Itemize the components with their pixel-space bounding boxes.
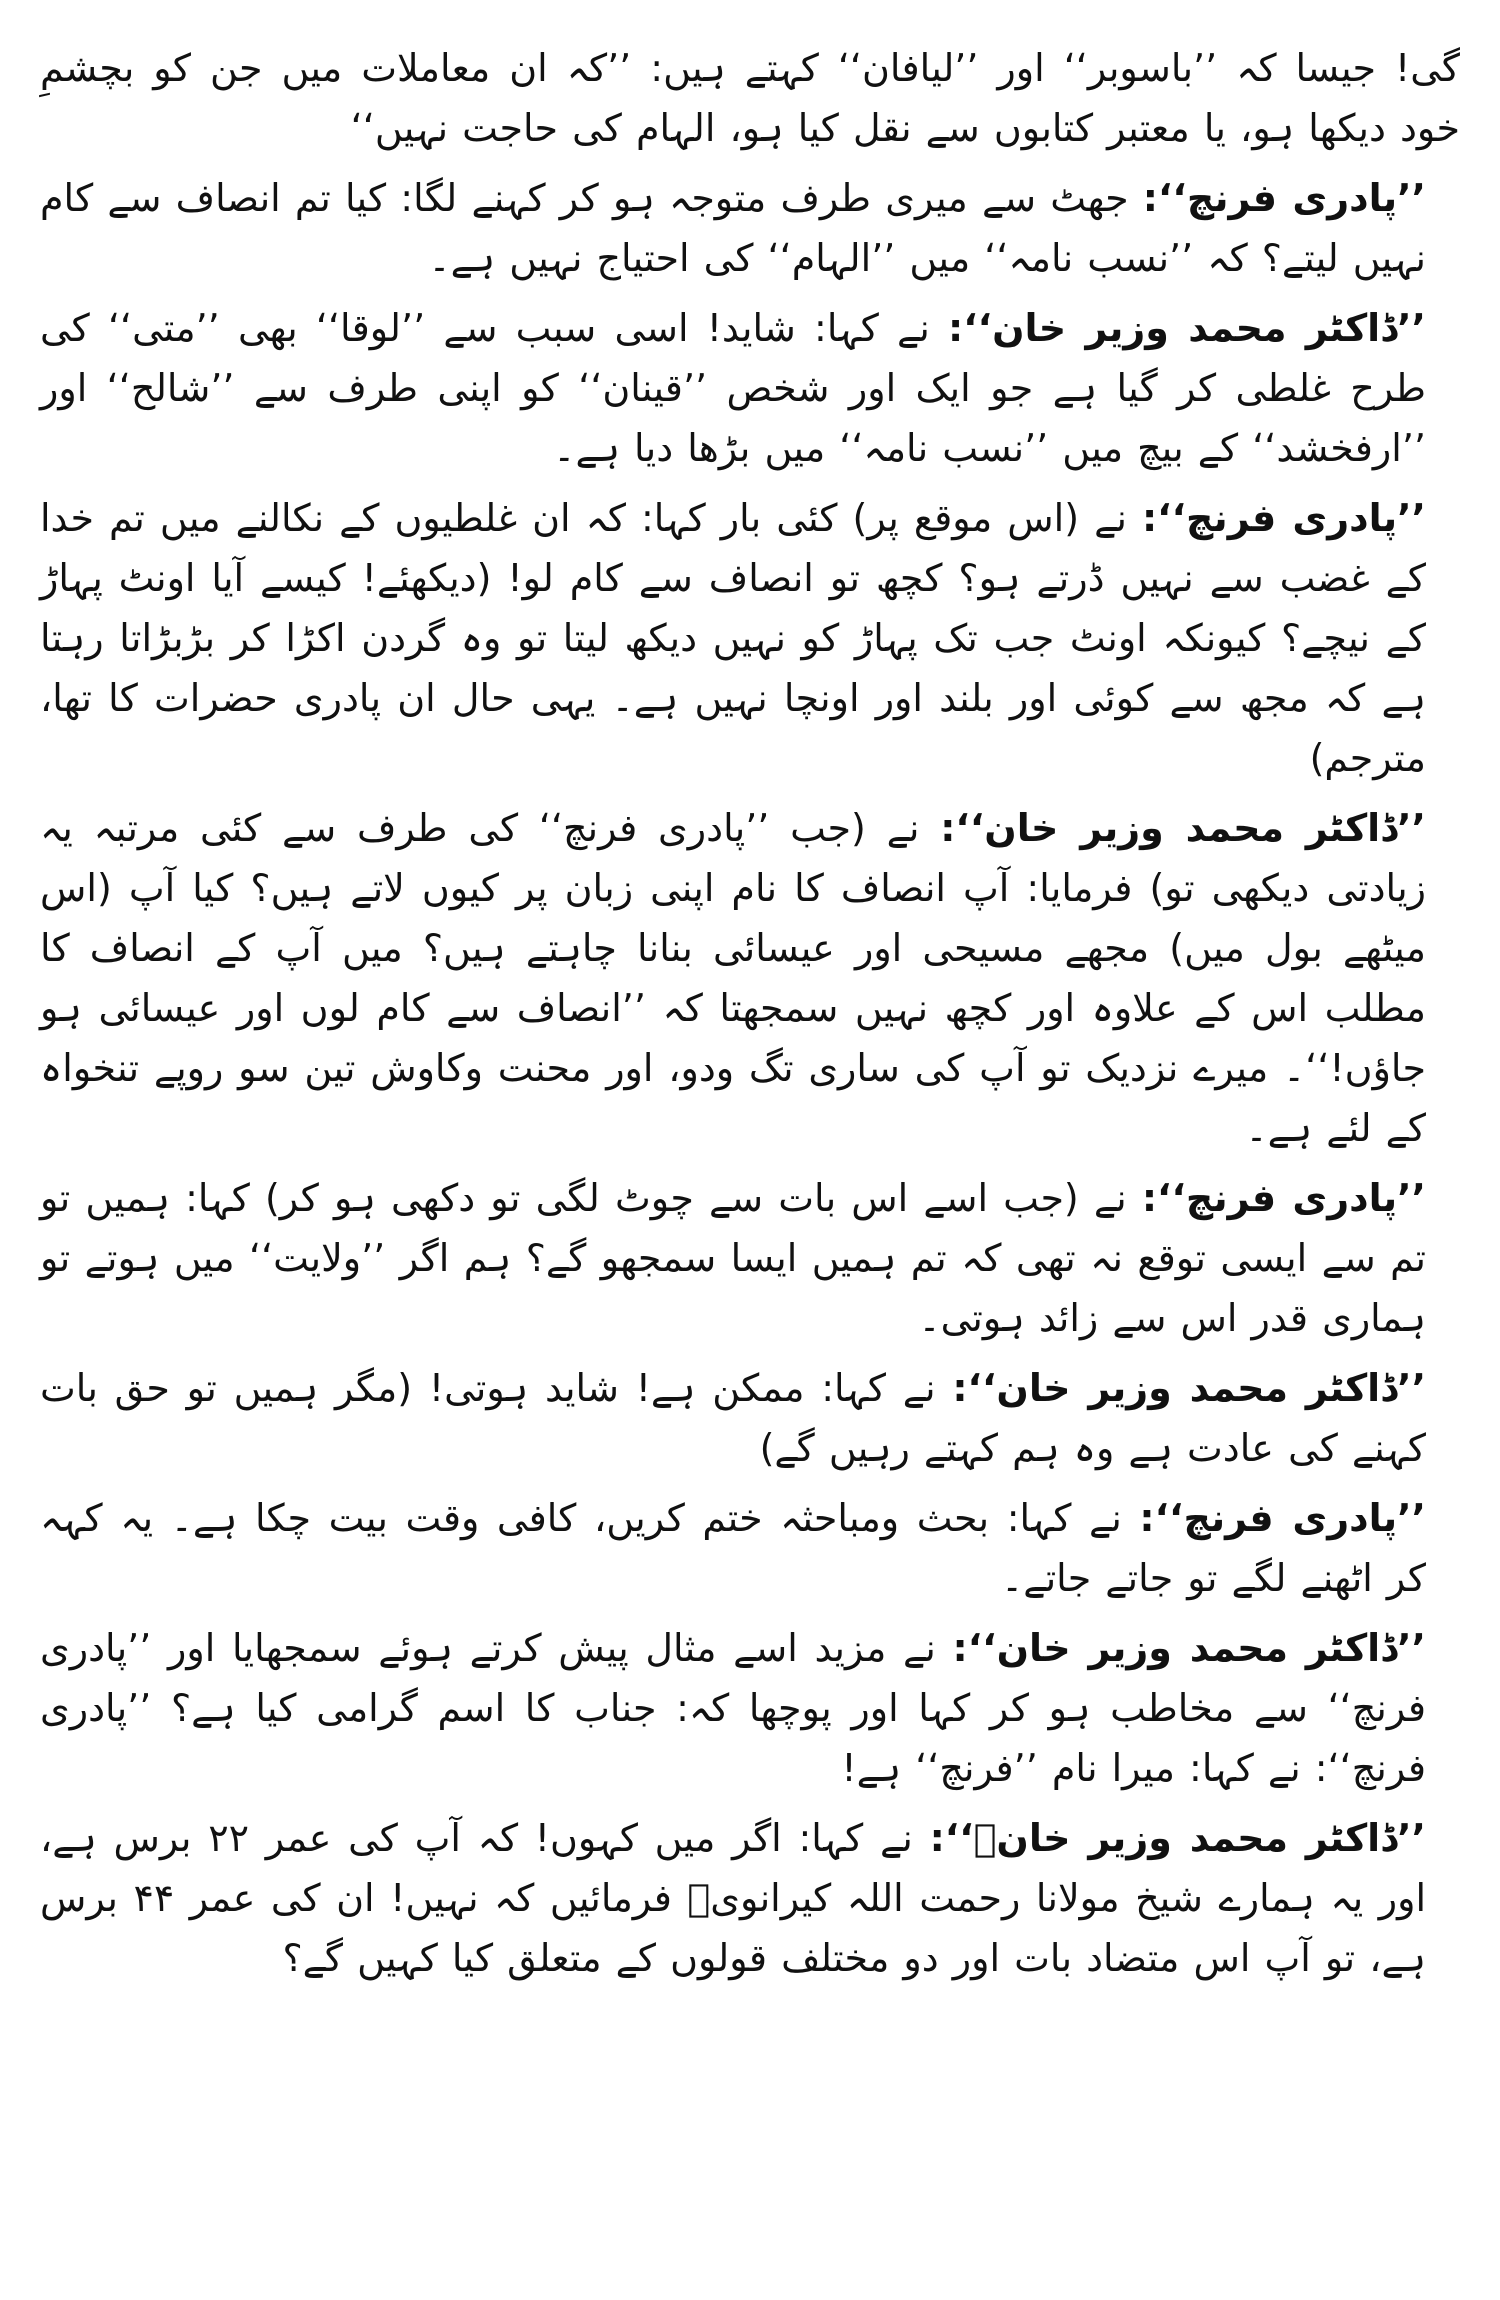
speaker-name: ’’پادری فرنچ‘‘: (1141, 496, 1426, 540)
speaker-name: ’’ڈاکٹر محمد وزیر خان‘‘: (952, 1626, 1426, 1670)
paragraph-text: نے (جب اسے اس بات سے چوٹ لگی تو دکھی ہو کر) کہا: ہمیں تو تم سے ایسی توقع نہ تھی کہ تم ہمیں ایسا سمجھو گے؟ ہم اگر ’’ولایت‘‘ میں ہوتے تو ہماری قدر اس سے زائد ہوتی۔ (40, 1176, 1426, 1340)
speaker-name: ’’پادری فرنچ‘‘: (1141, 1176, 1426, 1220)
paragraph (40, 488, 1460, 788)
speaker-name: ’’ڈاکٹر محمد وزیر خان‘‘: (940, 806, 1426, 850)
speaker-name: ’’پادری فرنچ‘‘: (1139, 1496, 1426, 1540)
paragraph-text: نے (اس موقع پر) کئی بار کہا: کہ ان غلطیوں کے نکالنے میں تم خدا کے غضب سے نہیں ڈرتے ہو؟ کچھ تو انصاف سے کام لو! (دیکھئے! کیسے آیا اونٹ پہاڑ کے نیچے؟ کیونکہ اونٹ جب تک پہاڑ کو نہیں دیکھ لیتا تو وہ گردن اکڑا کر بڑبڑاتا رہتا ہے کہ مجھ سے کوئی اور بلند اور اونچا نہیں ہے۔ یہی حال ان پادری حضرات کا تھا، مترجم) (40, 496, 1426, 780)
paragraph (40, 1168, 1460, 1348)
paragraph-text: گی! جیسا کہ ’’باسوبر‘‘ اور ’’لیافان‘‘ کہتے ہیں: ’’کہ ان معاملات میں جن کو بچشمِ خود دیکھا ہو، یا معتبر کتابوں سے نقل کیا ہو، الہام کی حاجت نہیں‘‘ (40, 46, 1460, 150)
paragraph (40, 1488, 1460, 1608)
speaker-name: ’’ڈاکٹر محمد وزیر خان‘‘: (952, 1366, 1427, 1410)
paragraph (40, 1618, 1460, 1798)
paragraph-text: نے کہا: شاید! اسی سبب سے ’’لوقا‘‘ بھی ’’متی‘‘ کی طرح غلطی کر گیا ہے جو ایک اور شخص ’’قینان‘‘ کو اپنی طرف سے ’’شالح‘‘ اور ’’ارفخشد‘‘ کے بیچ میں ’’نسب نامہ‘‘ میں بڑھا دیا ہے۔ (40, 306, 1426, 470)
paragraph (40, 1808, 1460, 1988)
paragraph-text: نے (جب ’’پادری فرنچ‘‘ کی طرف سے کئی مرتبہ یہ زیادتی دیکھی تو) فرمایا: آپ انصاف کا نام اپنی زبان پر کیوں لاتے ہیں؟ کیا آپ (اس میٹھے بول میں) مجھے مسیحی اور عیسائی بنانا چاہتے ہیں؟ میں آپ کے انصاف کا مطلب اس کے علاوہ اور کچھ نہیں سمجھتا کہ ’’انصاف سے کام لوں اور عیسائی ہو جاؤں!‘‘۔ میرے نزدیک تو آپ کی ساری تگ ودو، اور محنت وکاوش تین سو روپے تنخواہ کے لئے ہے۔ (40, 806, 1426, 1150)
paragraph (40, 1358, 1460, 1478)
speaker-name: ’’ڈاکٹر محمد وزیر خان‘‘: (948, 306, 1426, 350)
paragraph (40, 798, 1460, 1158)
paragraph-text: نے کہا: ممکن ہے! شاید ہوتی! (مگر ہمیں تو حق بات کہنے کی عادت ہے وہ ہم کہتے رہیں گے) (40, 1366, 1426, 1470)
paragraph-text: نے کہا: بحث ومباحثہ ختم کریں، کافی وقت بیت چکا ہے۔ یہ کہہ کر اٹھنے لگے تو جاتے جاتے۔ (40, 1496, 1426, 1600)
paragraph-text: نے مزید اسے مثال پیش کرتے ہوئے سمجھایا اور ’’پادری فرنچ‘‘ سے مخاطب ہو کر کہا اور پوچھا کہ: جناب کا اسم گرامی کیا ہے؟ ’’پادری فرنچ‘‘: نے کہا: میرا نام ’’فرنچ‘‘ ہے! (40, 1626, 1426, 1790)
speaker-name: ’’پادری فرنچ‘‘: (1142, 176, 1426, 220)
paragraph (40, 38, 1460, 158)
speaker-name: ’’ڈاکٹر محمد وزیر خانؒ‘‘: (929, 1816, 1426, 1860)
paragraph-text: جھٹ سے میری طرف متوجہ ہو کر کہنے لگا: کیا تم انصاف سے کام نہیں لیتے؟ کہ ’’نسب نامہ‘‘ میں ’’الہام‘‘ کی احتیاج نہیں ہے۔ (40, 176, 1426, 280)
paragraph-text: نے کہا: اگر میں کہوں! کہ آپ کی عمر ۲۲ برس ہے، اور یہ ہمارے شیخ مولانا رحمت اللہ کیرانویؒ فرمائیں کہ نہیں! ان کی عمر ۴۴ برس ہے، تو آپ اس متضاد بات اور دو مختلف قولوں کے متعلق کیا کہیں گے؟ (40, 1816, 1427, 1980)
paragraph (40, 298, 1460, 478)
paragraph (40, 168, 1460, 288)
